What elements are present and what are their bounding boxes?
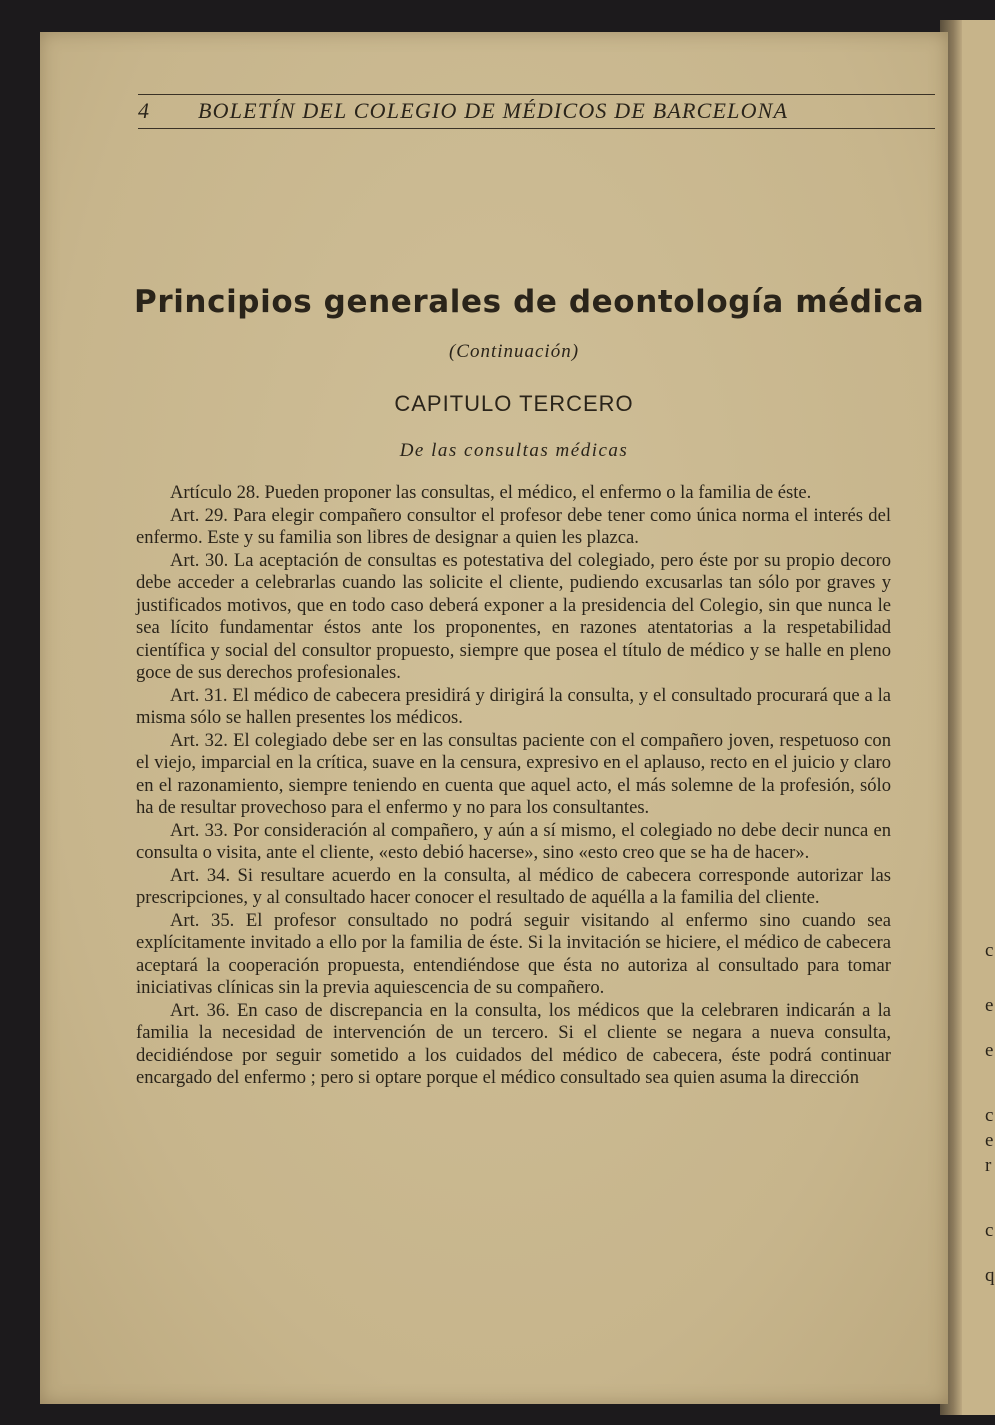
adjacent-page-fragment: r [985, 1155, 992, 1176]
running-header: BOLETÍN DEL COLEGIO DE MÉDICOS DE BARCELONA [198, 98, 789, 123]
adjacent-page-fragment: e [985, 1130, 994, 1151]
continuation-note: (Continuación) [448, 341, 580, 362]
header-rule [138, 128, 935, 129]
article-paragraph: Art. 29. Para elegir compañero consultor el profesor debe tener como única norma el interés del enfermo. Este y su familia son libres de designar a quien les plazca. [136, 504, 891, 548]
article-paragraph: Art. 30. La aceptación de consultas es potestativa del colegiado, pero éste por su propio decoro debe acceder a celebrarlas cuando las solicite el cliente, pudiendo excusarlas tan sólo por graves y justificados motivos, que en todo caso deberá exponer a la presidencia del Colegio, sin que nunca le sea lícito fundamentar éstos ante los proponentes, en razones atentatorias a la respetabilidad científica y social del consultor propuesto, siempre que posea el título de médico y se halle en pleno goce de sus derechos profesionales. [136, 549, 891, 683]
article-paragraph: Art. 34. Si resultare acuerdo en la consulta, al médico de cabecera corresponde autorizar las prescripciones, y al consultado hacer conocer el resultado de aquélla a la familia del cliente. [136, 864, 891, 908]
chapter-heading: CAPITULO TERCERO [394, 391, 634, 416]
article-paragraph: Art. 32. El colegiado debe ser en las consultas paciente con el compañero joven, respetuoso con el viejo, imparcial en la crítica, suave en la censura, expresivo en el aplauso, recto en el juicio y claro en el razonamiento, siempre teniendo en cuenta que aquel acto, el más solemne de la profesión, sólo ha de resultar provechoso para el enfermo y no para los consultantes. [136, 729, 891, 818]
adjacent-page-fragment: q [985, 1265, 995, 1286]
article-paragraph: Art. 33. Por consideración al compañero, y aún a sí mismo, el colegiado no debe decir nunca en consulta o visita, ante el cliente, «esto debió hacerse», sino «esto creo que se ha de hacer». [136, 819, 891, 863]
header-rule [138, 94, 935, 95]
article-paragraph: Art. 31. El médico de cabecera presidirá y dirigirá la consulta, y el consultado procurará que a la misma sólo se hallen presentes los médicos. [136, 684, 891, 728]
journal-page [40, 32, 948, 1404]
page-number: 4 [138, 98, 149, 123]
article-title: Principios generales de deontología médica [134, 284, 925, 320]
article-body [136, 482, 891, 1090]
adjacent-page-fragment: c [985, 1220, 994, 1241]
adjacent-page-fragment: e [985, 995, 994, 1016]
article-paragraph: Art. 35. El profesor consultado no podrá seguir visitando al enfermo sino cuando sea explícitamente invitado a ello por la familia de éste. Si la invitación se hiciere, el médico de cabecera aceptará la cooperación propuesta, entendiéndose que ésta no autoriza al consultado para tomar iniciativas clínicas sin la previa aquiescencia de su compañero. [136, 909, 891, 998]
adjacent-page-fragment: e [985, 1040, 994, 1061]
article-paragraph: Art. 36. En caso de discrepancia en la consulta, los médicos que la celebraren indicarán a la familia la necesidad de intervención de un tercero. Si el cliente se negara a nueva consulta, decidiéndose por seguir sometido a los cuidados del médico de cabecera, éste podrá continuar encargado del enfermo ; pero si optare porque el médico consultado sea quien asuma la dirección [136, 999, 891, 1088]
adjacent-page-edge [940, 20, 995, 1415]
adjacent-page-fragment: c [985, 1105, 994, 1126]
section-heading: De las consultas médicas [399, 440, 629, 461]
article-paragraph: Artículo 28. Pueden proponer las consultas, el médico, el enfermo o la familia de éste. [170, 482, 812, 503]
adjacent-page-fragment: c [985, 940, 994, 961]
